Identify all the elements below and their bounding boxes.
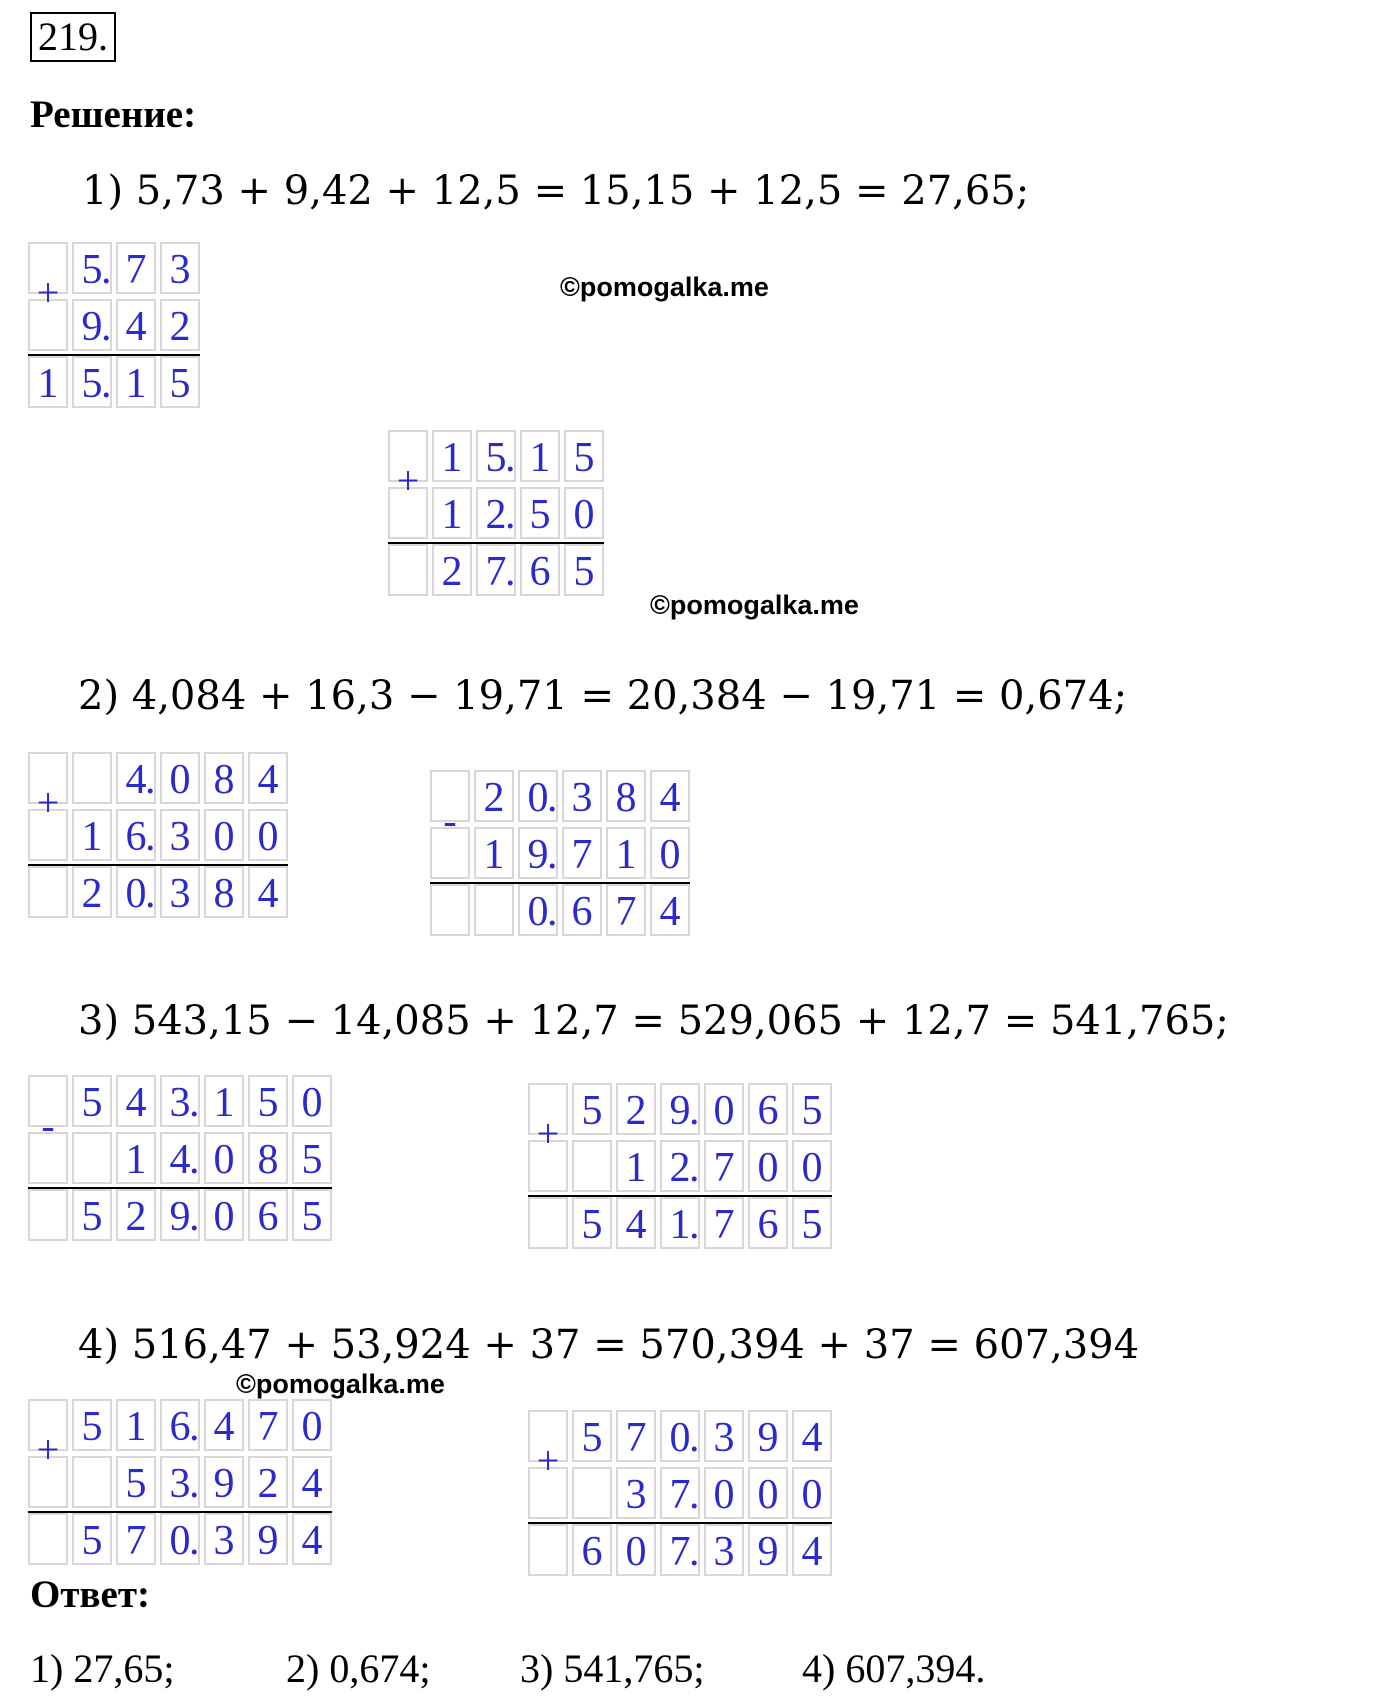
answer-3: 3) 541,765; [520,1646,705,1691]
digit-cell: 4 [116,299,156,351]
digit-cell [72,1456,112,1508]
digit-cell: 2 [474,770,514,822]
digit-cell: 5 [572,1083,612,1135]
digit-cell: 9 [748,1524,788,1576]
digit-cell: 6 [248,1189,288,1241]
digit-cell: 0 [748,1140,788,1192]
answer-2: 2) 0,674; [286,1646,431,1691]
digit-cell: 0 . [660,1410,700,1462]
digit-cell: 5 [160,356,200,408]
digit-cell: 0 . [160,1513,200,1565]
digit-cell [430,884,470,936]
decimal-point: . [101,304,112,350]
digit-cell: 4 [292,1513,332,1565]
digit-cell [572,1467,612,1519]
digit-cell: 1 [432,487,472,539]
digit-cell: 4 [248,866,288,918]
digit-cell: 4 [248,752,288,804]
digit-cell [28,866,68,918]
decimal-point: . [505,435,516,481]
digit-cell: 4 [650,770,690,822]
decimal-point: . [189,1404,200,1450]
digit-cell: 7 . [660,1524,700,1576]
decimal-point: . [101,247,112,293]
digit-cell: 5 [72,1513,112,1565]
decimal-point: . [547,775,558,821]
digit-cell: 9 [748,1410,788,1462]
digit-cell: 7 [248,1399,288,1451]
digit-cell: 7 [704,1197,744,1249]
digit-cell: 0 [292,1075,332,1127]
digit-cell: 4 [792,1410,832,1462]
digit-cell: 5 [292,1189,332,1241]
digit-cell: 3 [616,1467,656,1519]
digit-cell: 3 . [160,1456,200,1508]
plus-sign: + [36,1427,60,1472]
digit-cell: 4 [292,1456,332,1508]
digit-cell: 5 [572,1197,612,1249]
digit-cell: 7 [116,242,156,294]
digit-cell: 5 [72,1075,112,1127]
digit-cell: 1 [116,356,156,408]
digit-cell: 7 [616,1410,656,1462]
sum-line [388,542,604,544]
digit-cell: 8 [606,770,646,822]
decimal-point: . [689,1145,700,1191]
answer-heading: Ответ: [30,1573,151,1616]
digit-cell: 0 . [116,866,156,918]
digit-cell: 3 [160,866,200,918]
digit-cell: 8 [204,752,244,804]
digit-cell: 2 . [660,1140,700,1192]
plus-sign: + [536,1438,560,1483]
decimal-point: . [547,889,558,935]
decimal-point: . [689,1202,700,1248]
digit-cell: 7 [562,827,602,879]
digit-cell: 5 [792,1083,832,1135]
digit-cell: 7 [116,1513,156,1565]
digit-cell: 4 . [160,1132,200,1184]
digit-cell: 8 [204,866,244,918]
digit-cell: 3 [160,809,200,861]
minus-sign: - [41,1103,55,1148]
digit-cell: 0 . [518,770,558,822]
digit-cell: 0 [748,1467,788,1519]
digit-cell: 6 [520,544,560,596]
decimal-point: . [189,1461,200,1507]
digit-cell [72,1132,112,1184]
sum-line [28,354,200,356]
digit-cell: 1 [606,827,646,879]
decimal-point: . [547,832,558,878]
digit-cell: 0 [204,809,244,861]
decimal-point: . [689,1415,700,1461]
digit-cell: 2 [432,544,472,596]
plus-sign: + [36,780,60,825]
digit-cell: 2 [116,1189,156,1241]
digit-cell [528,1524,568,1576]
decimal-point: . [189,1518,200,1564]
digit-cell: 1 [520,430,560,482]
digit-cell: 9 [204,1456,244,1508]
digit-cell: 6 [748,1083,788,1135]
answer-1: 1) 27,65; [30,1646,175,1691]
digit-cell: 6 . [116,809,156,861]
digit-cell [28,1189,68,1241]
digit-cell: 4 [116,1075,156,1127]
digit-cell: 2 . [476,487,516,539]
digit-cell [72,752,112,804]
digit-cell: 0 [616,1524,656,1576]
sum-line [528,1195,832,1197]
digit-cell [528,1197,568,1249]
digit-cell: 1 [432,430,472,482]
decimal-point: . [101,361,112,407]
decimal-point: . [505,549,516,595]
digit-cell: 4 [792,1524,832,1576]
decimal-point: . [505,492,516,538]
digit-cell: 1 [28,356,68,408]
digit-cell: 2 [72,866,112,918]
digit-cell: 5 [72,1399,112,1451]
digit-cell: 9 . [72,299,112,351]
digit-cell [474,884,514,936]
digit-cell: 5 [72,1189,112,1241]
digit-cell: 8 [248,1132,288,1184]
digit-cell: 7 [704,1140,744,1192]
digit-cell: 5 [564,544,604,596]
digit-cell: 3 [704,1410,744,1462]
digit-cell: 1 [616,1140,656,1192]
watermark: ©pomogalka.me [560,272,769,302]
digit-cell: 5 . [72,356,112,408]
watermark: ©pomogalka.me [650,590,859,620]
digit-cell: 3 . [160,1075,200,1127]
digit-cell: 5 [116,1456,156,1508]
plus-sign: + [36,270,60,315]
digit-cell: 9 . [160,1189,200,1241]
decimal-point: . [145,871,156,917]
equation-4: 4) 516,47 + 53,924 + 37 = 570,394 + 37 = 607,394 [78,1322,1140,1368]
sum-line [28,1187,332,1189]
sum-line [528,1522,832,1524]
digit-cell: 1 [116,1132,156,1184]
plus-sign: + [536,1111,560,1156]
digit-cell: 2 [248,1456,288,1508]
digit-cell: 1 [72,809,112,861]
digit-cell: 9 . [518,827,558,879]
digit-cell: 5 [292,1132,332,1184]
digit-cell: 6 . [160,1399,200,1451]
digit-cell: 7 . [660,1467,700,1519]
digit-cell: 1 [204,1075,244,1127]
equation-3: 3) 543,15 − 14,085 + 12,7 = 529,065 + 12,7 = 541,765; [78,998,1229,1044]
equation-1: 1) 5,73 + 9,42 + 12,5 = 15,15 + 12,5 = 27,65; [82,168,1030,214]
digit-cell: 0 [564,487,604,539]
digit-cell: 0 [704,1467,744,1519]
digit-cell: 0 [204,1132,244,1184]
digit-cell: 0 [650,827,690,879]
sum-line [28,1511,332,1513]
problem-number: 219. [30,12,116,62]
digit-cell: 5 [564,430,604,482]
digit-cell: 9 . [660,1083,700,1135]
plus-sign: + [396,458,420,503]
watermark: ©pomogalka.me [236,1369,445,1399]
decimal-point: . [145,757,156,803]
digit-cell: 0 . [518,884,558,936]
decimal-point: . [189,1194,200,1240]
sum-line [28,864,288,866]
digit-cell: 5 [572,1410,612,1462]
digit-cell: 5 [248,1075,288,1127]
digit-cell: 3 [160,242,200,294]
answer-4: 4) 607,394. [802,1646,986,1691]
digit-cell: 5 [520,487,560,539]
digit-cell: 0 [248,809,288,861]
decimal-point: . [689,1529,700,1575]
digit-cell: 5 . [72,242,112,294]
sum-line [430,882,690,884]
digit-cell: 0 [792,1467,832,1519]
decimal-point: . [689,1088,700,1134]
digit-cell: 0 [160,752,200,804]
digit-cell [28,1513,68,1565]
digit-cell: 0 [292,1399,332,1451]
decimal-point: . [189,1137,200,1183]
decimal-point: . [689,1472,700,1518]
digit-cell: 0 [204,1189,244,1241]
digit-cell: 9 [248,1513,288,1565]
digit-cell: 2 [160,299,200,351]
digit-cell: 3 [204,1513,244,1565]
digit-cell: 2 [616,1083,656,1135]
digit-cell [388,544,428,596]
digit-cell: 4 [616,1197,656,1249]
digit-cell: 6 [562,884,602,936]
equation-2: 2) 4,084 + 16,3 − 19,71 = 20,384 − 19,71 = 0,674; [78,673,1128,719]
digit-cell: 7 [606,884,646,936]
digit-cell: 3 [704,1524,744,1576]
digit-cell: 1 . [660,1197,700,1249]
digit-cell: 1 [474,827,514,879]
digit-cell: 3 [562,770,602,822]
digit-cell: 4 [204,1399,244,1451]
decimal-point: . [145,814,156,860]
digit-cell: 5 [792,1197,832,1249]
digit-cell: 4 . [116,752,156,804]
minus-sign: - [443,798,457,843]
digit-cell [572,1140,612,1192]
digit-cell: 5 . [476,430,516,482]
digit-cell: 0 [704,1083,744,1135]
digit-cell: 1 [116,1399,156,1451]
solution-heading: Решение: [30,93,197,136]
digit-cell: 6 [748,1197,788,1249]
decimal-point: . [189,1080,200,1126]
digit-cell: 0 [792,1140,832,1192]
digit-cell: 4 [650,884,690,936]
digit-cell: 7 . [476,544,516,596]
digit-cell: 6 [572,1524,612,1576]
